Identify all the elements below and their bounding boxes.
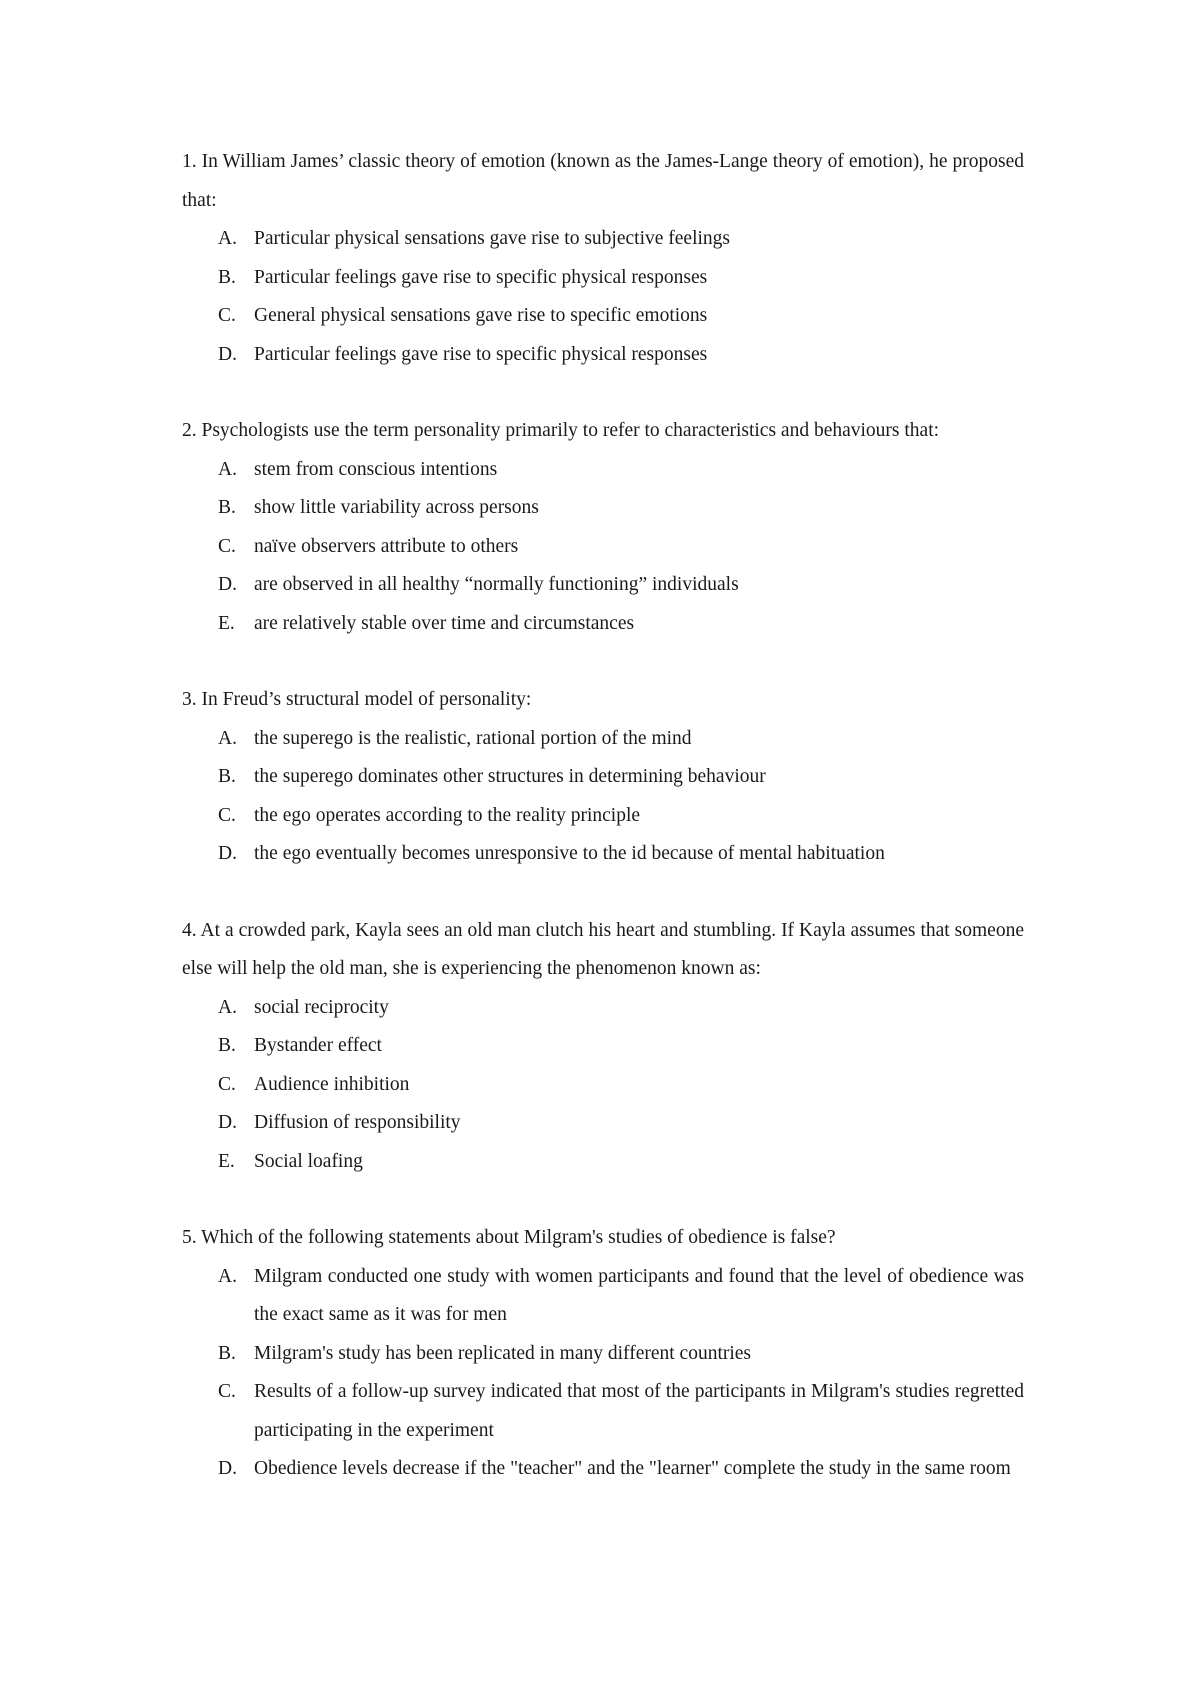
option-text: Social loafing [254,1150,363,1172]
option-letter: A. [218,1265,237,1287]
option-letter: C. [218,305,236,326]
option-letter: D. [218,574,237,595]
quiz-page [182,143,1024,1527]
option-letter: A. [218,996,237,1018]
option-list [182,989,1024,1182]
question-text [182,912,1024,989]
option-d [182,566,1024,605]
option-letter: E. [218,612,235,634]
option-text: Milgram's study has been replicated in many different countries [254,1342,752,1364]
option-letter: D. [218,1458,237,1479]
option-a [182,720,1024,759]
option-text: General physical sensations gave rise to specific emotions [254,305,708,326]
question-prompt: In Freud’s structural model of personality: [201,689,532,710]
question-number: 2. [182,420,197,441]
option-text: Audience inhibition [254,1073,410,1095]
question-prompt: In William James’ classic theory of emotion (known as the James-Lange theory of emotion), he proposed that: [182,151,1024,211]
option-c [182,1066,1024,1105]
option-letter: C. [218,1073,236,1095]
option-text: Bystander effect [254,1035,382,1056]
option-text: are observed in all healthy “normally functioning” individuals [254,574,739,595]
option-d [182,1104,1024,1143]
option-list [182,220,1024,374]
option-letter: E. [218,1150,235,1172]
option-text: Milgram conducted one study with women participants and found that the level of obedience was the exact same as it was for men [254,1265,1024,1325]
option-letter: C. [218,1381,236,1402]
option-b [182,1335,1024,1374]
option-text: naïve observers attribute to others [254,535,519,557]
option-text: show little variability across persons [254,497,539,518]
option-text: are relatively stable over time and circumstances [254,612,635,634]
option-letter: A. [218,458,237,480]
option-b [182,489,1024,528]
option-letter: D. [218,843,237,864]
option-b [182,758,1024,797]
question-prompt: Which of the following statements about Milgram's studies of obedience is false? [201,1227,836,1248]
option-d [182,835,1024,874]
question-number: 5. [182,1227,197,1248]
question-number: 1. [182,151,197,172]
option-a [182,451,1024,490]
option-letter: D. [218,1112,237,1133]
question-prompt: At a crowded park, Kayla sees an old man clutch his heart and stumbling. If Kayla assumes that someone else will help the old man, she is experiencing the phenomenon known as: [182,919,1024,979]
option-e [182,605,1024,644]
option-list [182,720,1024,874]
question-1 [182,143,1024,374]
option-text: the superego is the realistic, rational portion of the mind [254,727,692,749]
option-letter: C. [218,535,236,557]
question-text [182,143,1024,220]
option-c [182,528,1024,567]
option-letter: C. [218,804,236,826]
option-d [182,336,1024,375]
option-letter: B. [218,1342,236,1364]
question-prompt: Psychologists use the term personality primarily to refer to characteristics and behaviours that: [201,420,940,441]
question-number: 3. [182,689,197,710]
option-a [182,989,1024,1028]
question-2 [182,412,1024,643]
option-text: stem from conscious intentions [254,458,498,480]
option-e [182,1143,1024,1182]
question-text [182,681,1024,720]
option-text: Diffusion of responsibility [254,1112,461,1133]
option-a [182,1258,1024,1335]
option-c [182,297,1024,336]
option-d [182,1450,1024,1489]
option-b [182,259,1024,298]
option-letter: B. [218,1035,236,1056]
option-text: the ego operates according to the reality principle [254,804,641,826]
option-text: the superego dominates other structures in determining behaviour [254,766,766,787]
question-5 [182,1219,1024,1489]
option-text: Obedience levels decrease if the "teacher" and the "learner" complete the study in the same room [254,1458,1011,1479]
option-a [182,220,1024,259]
option-letter: B. [218,497,236,518]
option-text: the ego eventually becomes unresponsive to the id because of mental habituation [254,843,885,864]
option-text: Particular feelings gave rise to specific physical responses [254,266,708,288]
option-list [182,451,1024,644]
option-letter: A. [218,727,237,749]
question-text [182,412,1024,451]
option-c [182,1373,1024,1450]
option-text: social reciprocity [254,996,389,1018]
option-c [182,797,1024,836]
option-letter: A. [218,228,237,249]
option-letter: B. [218,266,236,288]
option-letter: B. [218,766,236,787]
option-text: Particular physical sensations gave rise to subjective feelings [254,228,730,249]
option-letter: D. [218,343,237,365]
option-text: Particular feelings gave rise to specific physical responses [254,343,708,365]
question-4 [182,912,1024,1182]
option-text: Results of a follow-up survey indicated that most of the participants in Milgram's studies regretted participating in the experiment [254,1381,1024,1441]
question-3 [182,681,1024,874]
question-number: 4. [182,919,197,941]
option-b [182,1027,1024,1066]
option-list [182,1258,1024,1489]
question-text [182,1219,1024,1258]
